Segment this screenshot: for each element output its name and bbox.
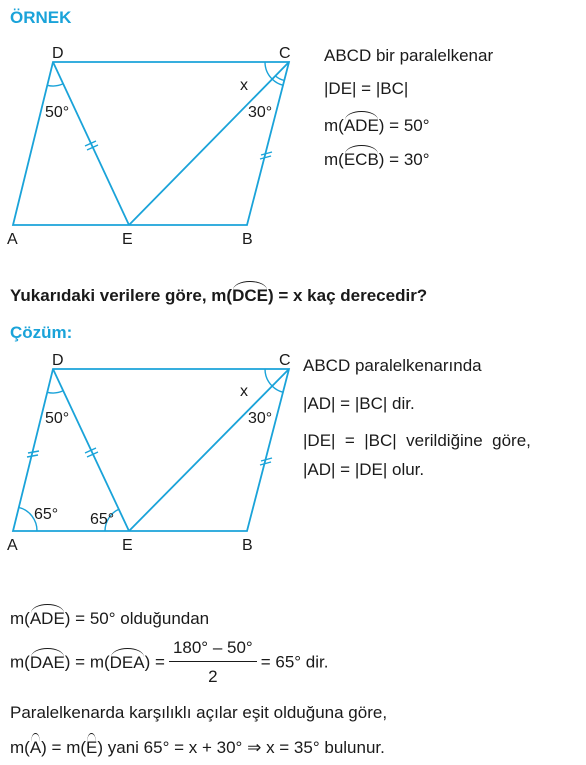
solution-side-line3: |DE| = |BC| verildiğine göre,: [303, 431, 531, 450]
solution-step2: m(DAE) = m(DEA) = $\frac{180^\circ - 50^\circ}{2}$ = 65° dir.: [10, 638, 329, 686]
label-d-solution: D: [52, 352, 64, 369]
given-de-equals-bc: |DE| = |BC|: [324, 79, 409, 98]
angle-arc-d: [47, 84, 63, 86]
angle-hat-a: A: [29, 738, 42, 757]
angle-hat-dae: DAE: [29, 652, 65, 672]
angle-label-c: 30°: [248, 104, 273, 121]
label-b-solution: B: [242, 537, 253, 554]
tick-marks-bc-solution: [260, 458, 272, 465]
label-b: B: [242, 231, 253, 248]
label-a: A: [7, 231, 18, 248]
solution-heading: Çözüm:: [10, 323, 73, 342]
angle-label-a-solution: 65°: [34, 506, 59, 523]
given-parallelogram: ABCD bir paralelkenar: [324, 46, 494, 65]
segment-ce-solution: [129, 369, 289, 531]
angle-hat-dea: DEA: [109, 652, 145, 672]
label-d: D: [52, 45, 64, 62]
question-text: Yukarıdaki verilere göre, m(DCE) = x kaç derecedir?: [10, 286, 428, 305]
solution-step1: m(ADE) = 50° olduğundan: [10, 609, 210, 628]
angle-arc-c: [275, 76, 284, 81]
solution-step4: m(A) = m(E) yani 65° = x + 30° ⇒ x = 35° bulunur.: [10, 738, 385, 757]
angle-hat-ecb: ECB: [343, 150, 379, 169]
fraction-numerator: 180° – 50°: [169, 638, 257, 662]
angle-label-x: x: [240, 77, 248, 94]
tick-marks-bc: [260, 152, 272, 159]
solution-side-line1: ABCD paralelkenarında: [303, 356, 482, 375]
angle-label-d: 50°: [45, 104, 70, 121]
fraction-denominator: 2: [208, 667, 218, 686]
fraction: [169, 638, 257, 687]
solution-step3: Paralelkenarda karşılıklı açılar eşit olduğuna göre,: [10, 703, 388, 722]
segment-ce: [129, 62, 289, 225]
example-heading: ÖRNEK: [10, 8, 72, 27]
given-angle-ecb: m(ECB) = 30°: [324, 150, 430, 169]
angle-label-c-solution: 30°: [248, 410, 273, 427]
angle-label-x-solution: x: [240, 383, 248, 400]
angle-hat-ade-step: ADE: [29, 609, 65, 628]
fraction-result: = 65° dir.: [260, 652, 329, 672]
angle-arc-x: [265, 62, 272, 79]
solution-side-line4: |AD| = |DE| olur.: [303, 460, 425, 479]
angle-arc-d-solution: [47, 391, 63, 393]
angle-label-e-solution: 65°: [90, 511, 115, 528]
tick-marks-ad: [27, 451, 39, 457]
angle-hat-e: E: [86, 738, 98, 757]
label-e-solution: E: [122, 537, 133, 554]
angle-hat-ade: ADE: [343, 116, 379, 135]
solution-side-line2: |AD| = |BC| dir.: [303, 394, 415, 413]
angle-arc-x-solution: [265, 369, 272, 386]
angle-label-d-solution: 50°: [45, 410, 70, 427]
angle-hat-dce: DCE: [232, 286, 268, 305]
label-e: E: [122, 231, 133, 248]
angle-arc-c-solution: [272, 386, 283, 392]
implies-arrow: ⇒: [247, 738, 262, 757]
label-c: C: [279, 45, 291, 62]
label-c-solution: C: [279, 352, 291, 369]
label-a-solution: A: [7, 537, 18, 554]
given-angle-ade: m(ADE) = 50°: [324, 116, 430, 135]
